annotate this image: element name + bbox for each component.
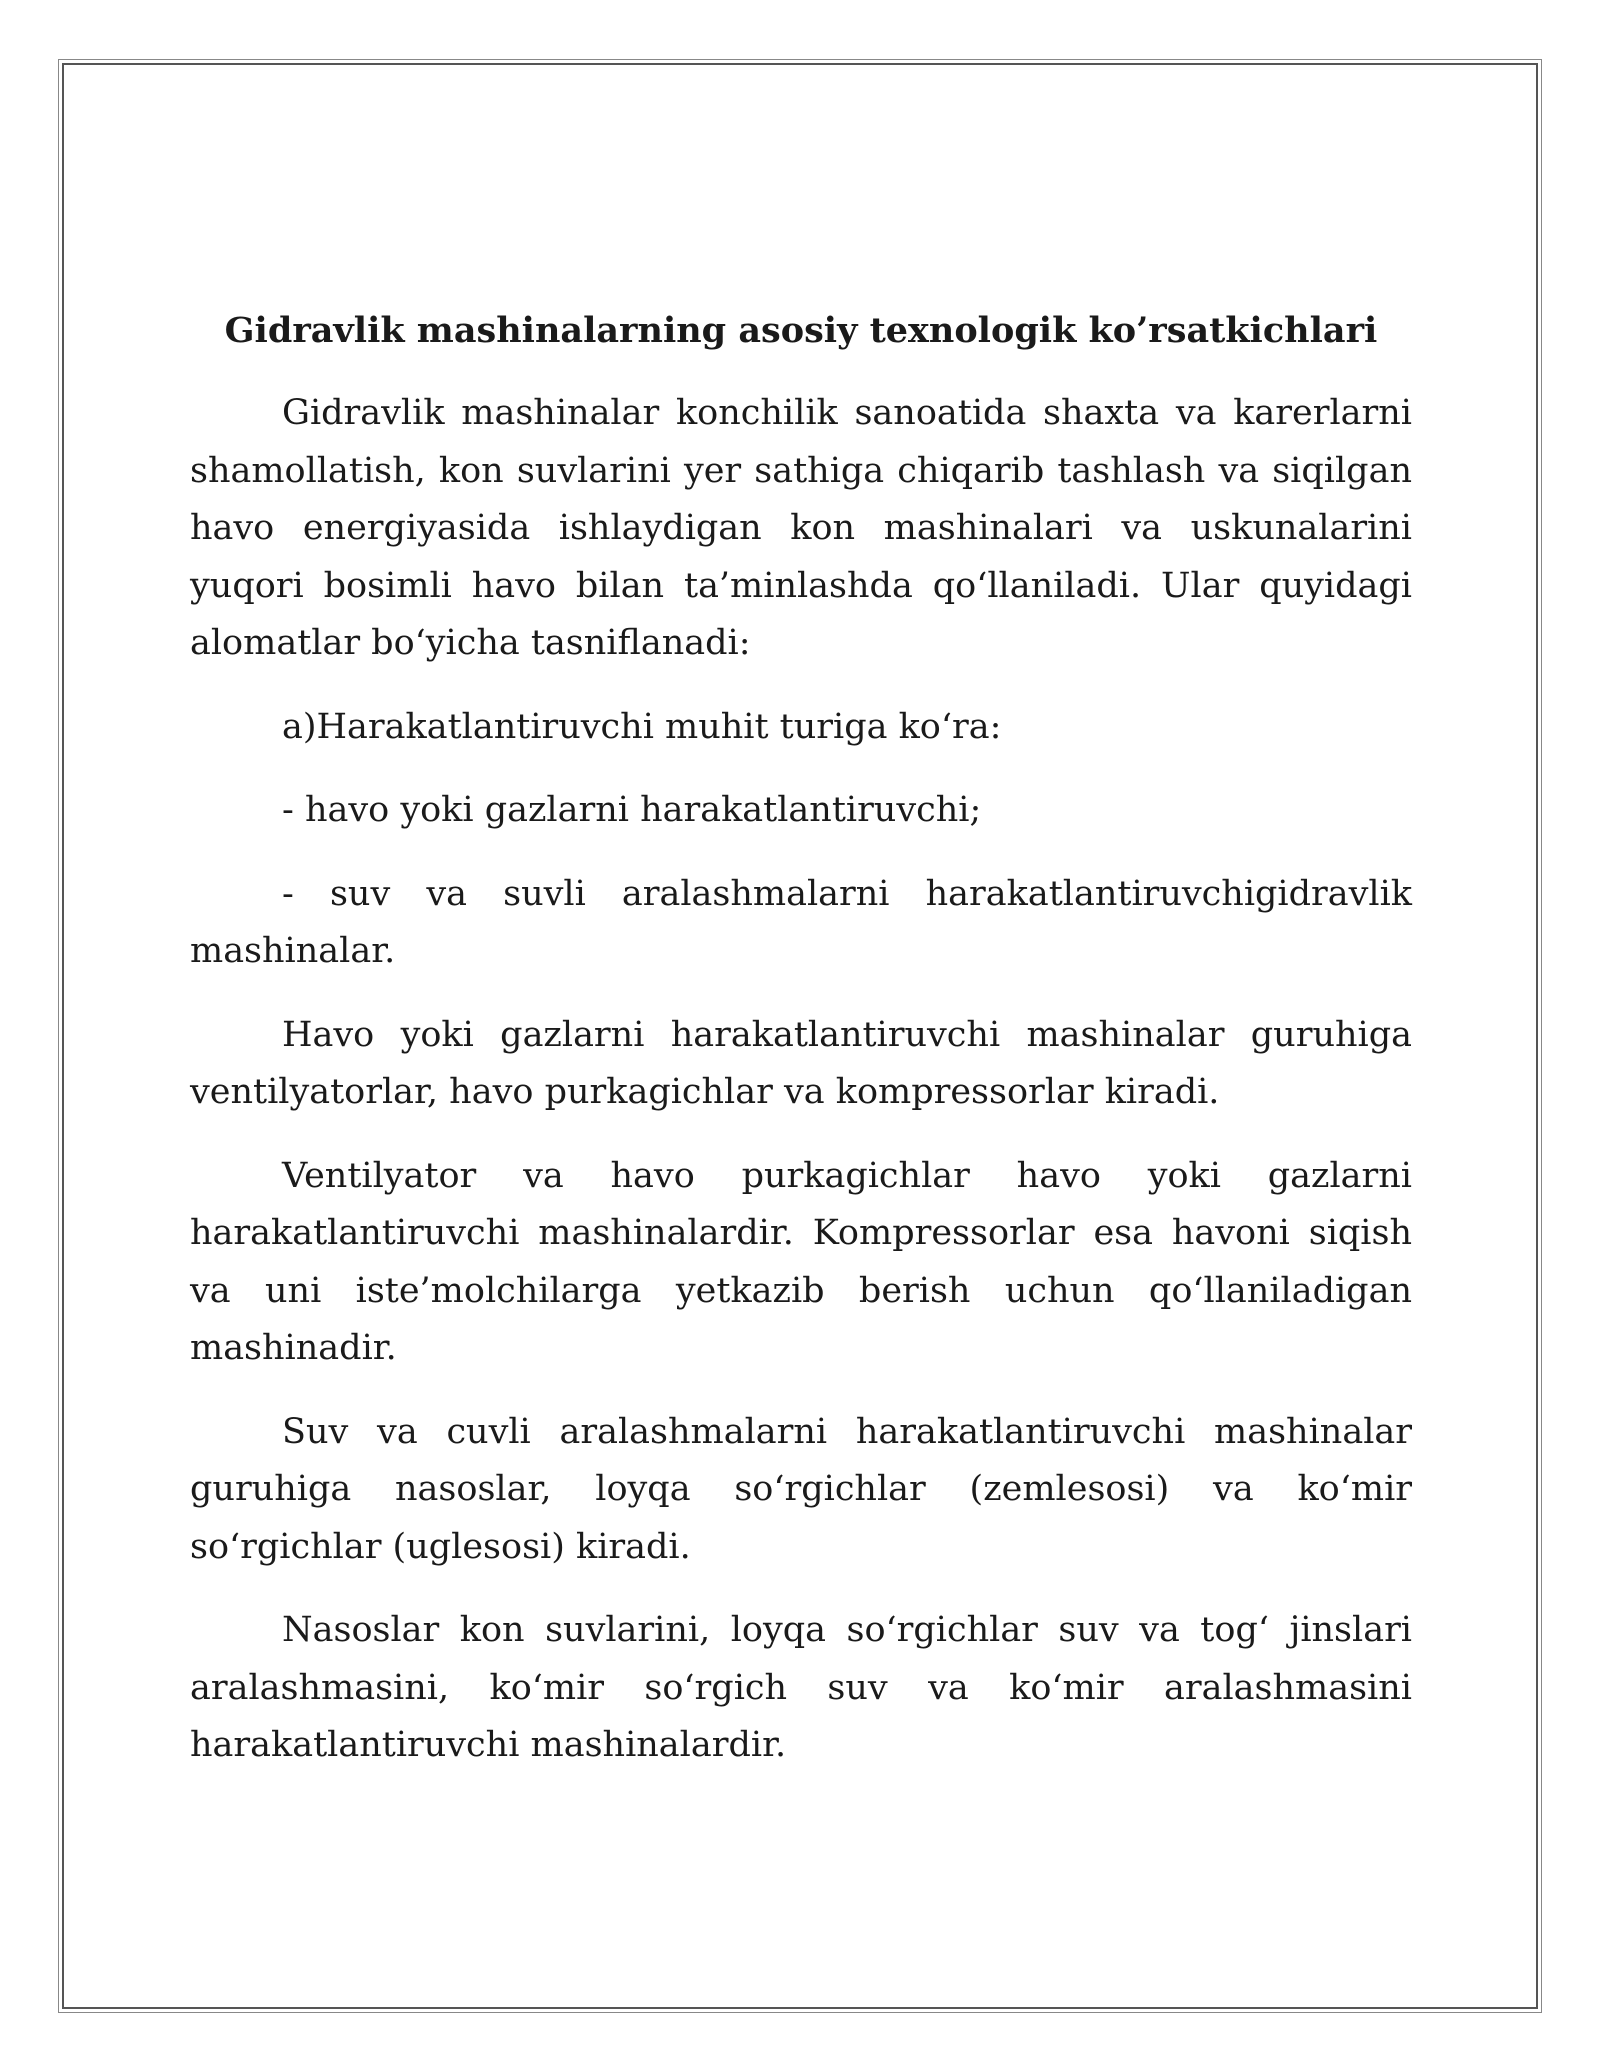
paragraph-ventilators: Ventilyator va havo purkagichlar havo yoki gazlarni harakatlantiruvchi mashinalardir. Kompressorlar esa havoni siqish va uni iste’molchilarga yetkazib berish uchun qo‘llaniladigan mashinadir. (190, 1155, 1412, 1368)
document-body (190, 305, 1412, 1775)
paragraph-water-machines: Suv va cuvli aralashmalarni harakatlantiruvchi mashinalar guruhiga nasoslar, loyqa so‘rgichlar (zemlesosi) va ko‘mir so‘rgichlar (uglesosi) kiradi. (190, 1411, 1412, 1567)
list-item-air-gas: - havo yoki gazlarni harakatlantiruvchi; (282, 790, 982, 830)
paragraph-air-gas-machines: Havo yoki gazlarni harakatlantiruvchi mashinalar guruhiga ventilyatorlar, havo purkagichlar va kompressorlar kiradi. (190, 1014, 1412, 1112)
paragraph-classification-a: a)Harakatlantiruvchi muhit turiga ko‘ra: (282, 706, 1002, 747)
list-item-water: - suv va suvli aralashmalarni harakatlantiruvchigidravlik mashinalar. (190, 873, 1412, 971)
paragraph-pumps: Nasoslar kon suvlarini, loyqa so‘rgichlar suv va tog‘ jinslari aralashmasini, ko‘mir so‘rgich suv va ko‘mir aralashmasini harakatlantiruvchi mashinalardir. (190, 1610, 1412, 1765)
document-title: Gidravlik mashinalarning asosiy texnologik ko’rsatkichlari (224, 310, 1378, 351)
paragraph-intro: Gidravlik mashinalar konchilik sanoatida shaxta va karerlarni shamollatish, kon suvlarini yer sathiga chiqarib tashlash va siqilgan havo energiyasida ishlaydigan kon mashinalari va uskunalarini yuqori bosimli havo bilan ta’minlashda qo‘llaniladi. Ular quyidagi alomatlar bo‘yicha tasniflanadi: (190, 393, 1412, 663)
